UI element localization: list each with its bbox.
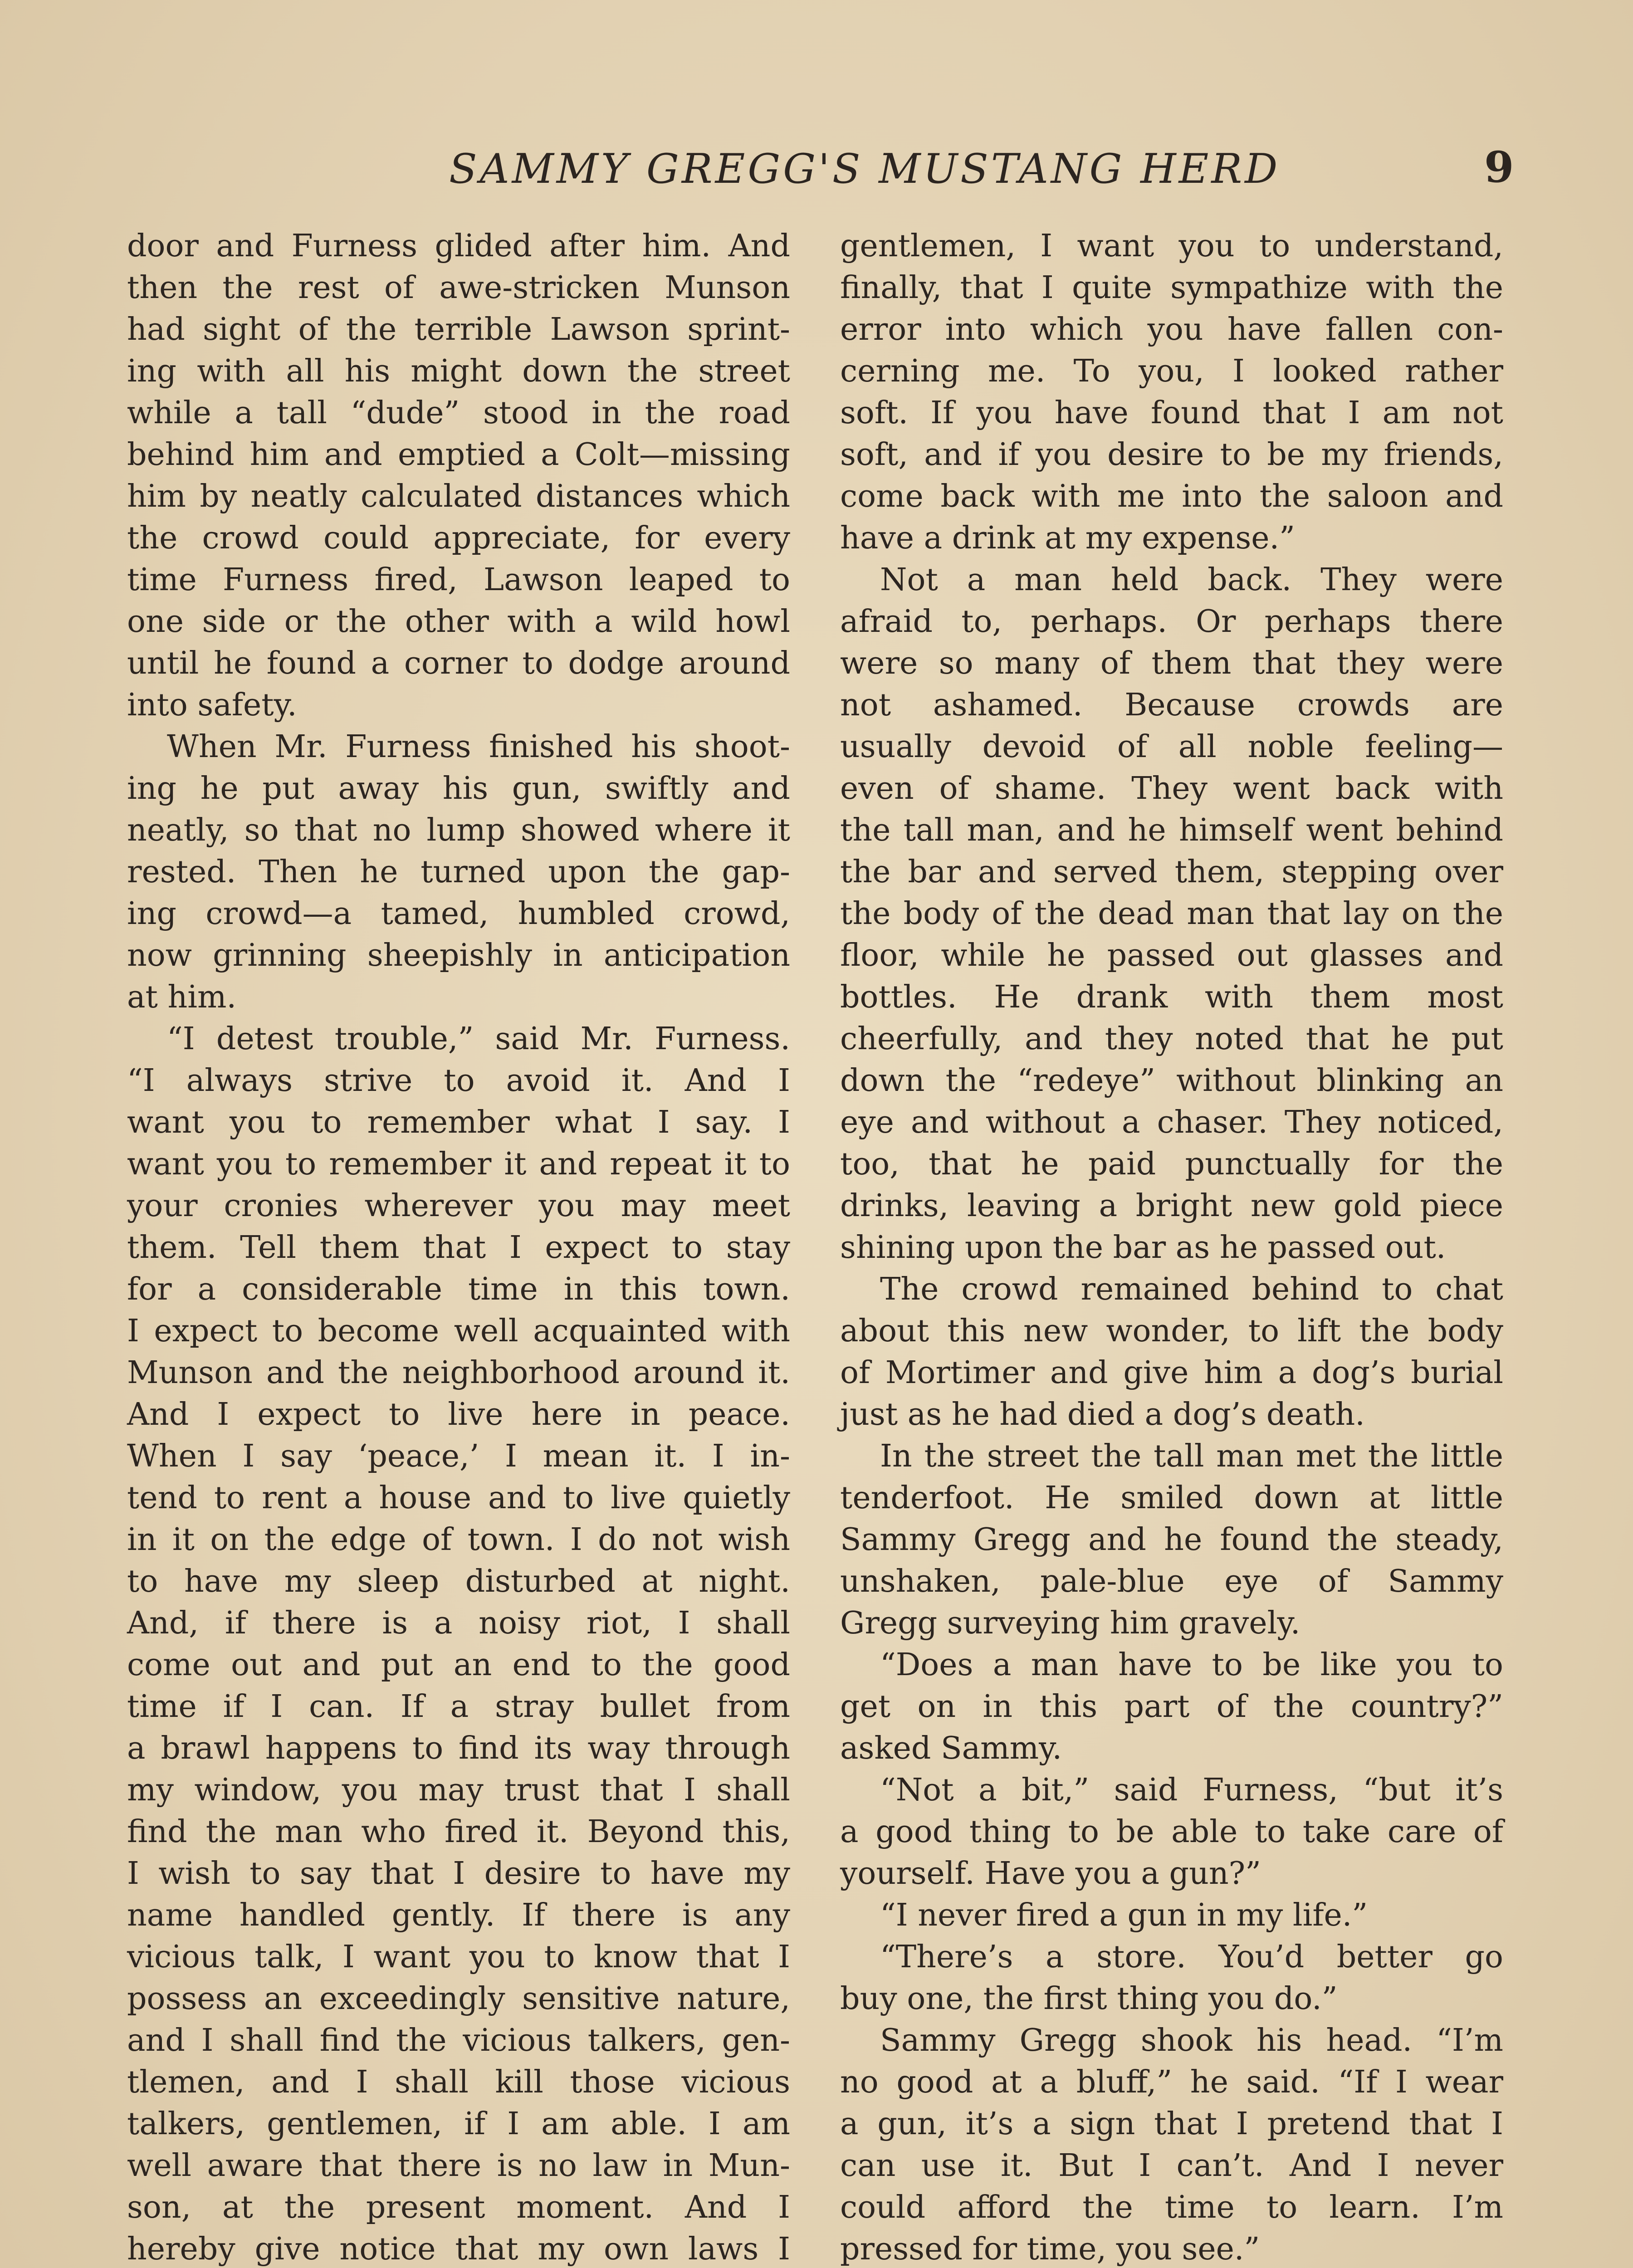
text-line: until he found a corner to dodge around xyxy=(127,645,790,681)
text-line: pressed for time, you see.” xyxy=(840,2231,1260,2267)
text-line: possess an exceedingly sensitive nature, xyxy=(127,1981,790,2017)
text-line: into safety. xyxy=(127,687,297,723)
text-line: Sammy Gregg shook his head. “I’m xyxy=(880,2023,1503,2058)
text-line: When I say ‘peace,’ I mean it. I in- xyxy=(127,1438,790,1474)
text-line: my window, you may trust that I shall xyxy=(127,1772,790,1808)
left-column xyxy=(127,225,790,2268)
text-line: “I detest trouble,” said Mr. Furness. xyxy=(167,1021,790,1057)
text-line: a gun, it’s a sign that I pretend that I xyxy=(840,2106,1503,2142)
text-line: Sammy Gregg and he found the steady, xyxy=(840,1522,1503,1558)
text-line: and I shall find the vicious talkers, gen- xyxy=(127,2023,790,2058)
text-line: get on in this part of the country?” xyxy=(840,1689,1503,1725)
text-line: finally, that I quite sympathize with the xyxy=(840,270,1503,306)
text-line: cheerfully, and they noted that he put xyxy=(840,1021,1503,1057)
text-line: of Mortimer and give him a dog’s burial xyxy=(840,1355,1503,1391)
running-title: SAMMY GREGG'S MUSTANG HERD xyxy=(449,145,1281,193)
text-line: time if I can. If a stray bullet from xyxy=(127,1689,790,1725)
text-line: your cronies wherever you may meet xyxy=(127,1188,790,1224)
text-line: about this new wonder, to lift the body xyxy=(840,1313,1503,1349)
text-line: son, at the present moment. And I xyxy=(127,2190,790,2225)
text-line: soft. If you have found that I am not xyxy=(840,395,1503,431)
text-line: I wish to say that I desire to have my xyxy=(127,1856,790,1892)
text-line: yourself. Have you a gun?” xyxy=(840,1856,1261,1892)
text-line: afraid to, perhaps. Or perhaps there xyxy=(840,604,1503,640)
text-line: In the street the tall man met the little xyxy=(880,1438,1503,1474)
text-line: When Mr. Furness finished his shoot- xyxy=(167,729,790,765)
text-line: them. Tell them that I expect to stay xyxy=(127,1230,790,1266)
text-line: time Furness fired, Lawson leaped to xyxy=(127,562,790,598)
text-line: Not a man held back. They were xyxy=(880,562,1503,598)
text-line: shining upon the bar as he passed out. xyxy=(840,1230,1446,1266)
text-line: door and Furness glided after him. And xyxy=(127,228,790,264)
text-line: come out and put an end to the good xyxy=(127,1647,790,1683)
text-line: Munson and the neighborhood around it. xyxy=(127,1355,790,1391)
text-line: down the “redeye” without blinking an xyxy=(840,1063,1503,1099)
text-line: ing with all his might down the street xyxy=(127,353,790,389)
text-line: can use it. But I can’t. And I never xyxy=(840,2148,1503,2184)
text-line: have a drink at my expense.” xyxy=(840,520,1295,556)
text-line: And, if there is a noisy riot, I shall xyxy=(127,1605,790,1641)
text-line: soft, and if you desire to be my friends, xyxy=(840,437,1503,473)
text-line: buy one, the first thing you do.” xyxy=(840,1981,1338,2017)
text-line: come back with me into the saloon and xyxy=(840,479,1503,514)
text-line: “Not a bit,” said Furness, “but it’s xyxy=(880,1772,1503,1808)
text-line: And I expect to live here in peace. xyxy=(127,1397,790,1432)
text-line: had sight of the terrible Lawson sprint- xyxy=(127,312,790,347)
text-line: hereby give notice that my own laws I xyxy=(127,2231,790,2267)
text-line: the crowd could appreciate, for every xyxy=(127,520,790,556)
text-line: could afford the time to learn. I’m xyxy=(840,2190,1503,2225)
text-line: drinks, leaving a bright new gold piece xyxy=(840,1188,1503,1224)
right-column xyxy=(840,225,1503,2268)
text-line: vicious talk, I want you to know that I xyxy=(127,1939,790,1975)
text-line: then the rest of awe-stricken Munson xyxy=(127,270,790,306)
text-line: the tall man, and he himself went behind xyxy=(840,812,1503,848)
text-line: eye and without a chaser. They noticed, xyxy=(840,1105,1503,1140)
text-line: a brawl happens to find its way through xyxy=(127,1730,790,1766)
text-line: “I always strive to avoid it. And I xyxy=(127,1063,790,1099)
text-line: cerning me. To you, I looked rather xyxy=(840,353,1503,389)
text-line: Gregg surveying him gravely. xyxy=(840,1605,1301,1641)
text-line: him by neatly calculated distances which xyxy=(127,479,790,514)
text-line: error into which you have fallen con- xyxy=(840,312,1503,347)
text-line: find the man who fired it. Beyond this, xyxy=(127,1814,790,1850)
text-line: just as he had died a dog’s death. xyxy=(840,1397,1365,1432)
text-line: in it on the edge of town. I do not wish xyxy=(127,1522,790,1558)
text-line: even of shame. They went back with xyxy=(840,771,1503,807)
text-line: too, that he paid punctually for the xyxy=(840,1146,1503,1182)
text-line: want you to remember what I say. I xyxy=(127,1105,790,1140)
text-line: name handled gently. If there is any xyxy=(127,1897,790,1933)
text-line: floor, while he passed out glasses and xyxy=(840,938,1503,973)
text-line: unshaken, pale-blue eye of Sammy xyxy=(840,1564,1503,1599)
text-line: I expect to become well acquainted with xyxy=(127,1313,790,1349)
page-number: 9 xyxy=(1484,142,1514,192)
text-line: tend to rent a house and to live quietly xyxy=(127,1480,790,1516)
text-line: “I never fired a gun in my life.” xyxy=(880,1897,1368,1933)
text-line: rested. Then he turned upon the gap- xyxy=(127,854,790,890)
text-line: “There’s a store. You’d better go xyxy=(880,1939,1503,1975)
text-line: asked Sammy. xyxy=(840,1730,1062,1766)
text-line: for a considerable time in this town. xyxy=(127,1271,790,1307)
text-line: ing he put away his gun, swiftly and xyxy=(127,771,790,807)
text-line: no good at a bluff,” he said. “If I wear xyxy=(840,2064,1503,2100)
text-line: to have my sleep disturbed at night. xyxy=(127,1564,790,1599)
text-line: one side or the other with a wild howl xyxy=(127,604,790,640)
text-line: ing crowd—a tamed, humbled crowd, xyxy=(127,896,790,932)
text-line: behind him and emptied a Colt—missing xyxy=(127,437,790,473)
text-line: at him. xyxy=(127,979,237,1015)
text-line: want you to remember it and repeat it to xyxy=(127,1146,790,1182)
text-line: tlemen, and I shall kill those vicious xyxy=(127,2064,790,2100)
text-line: a good thing to be able to take care of xyxy=(840,1814,1503,1850)
text-line: the body of the dead man that lay on the xyxy=(840,896,1503,932)
text-line: not ashamed. Because crowds are xyxy=(840,687,1503,723)
text-line: bottles. He drank with them most xyxy=(840,979,1503,1015)
text-line: usually devoid of all noble feeling— xyxy=(840,729,1503,765)
text-line: tenderfoot. He smiled down at little xyxy=(840,1480,1503,1516)
text-line: “Does a man have to be like you to xyxy=(880,1647,1503,1683)
text-line: while a tall “dude” stood in the road xyxy=(127,395,790,431)
text-line: the bar and served them, stepping over xyxy=(840,854,1503,890)
text-line: now grinning sheepishly in anticipation xyxy=(127,938,790,973)
text-line: talkers, gentlemen, if I am able. I am xyxy=(127,2106,790,2142)
text-line: well aware that there is no law in Mun- xyxy=(127,2148,790,2184)
text-line: The crowd remained behind to chat xyxy=(880,1271,1503,1307)
text-line: gentlemen, I want you to understand, xyxy=(840,228,1503,264)
text-line: were so many of them that they were xyxy=(840,645,1503,681)
text-line: neatly, so that no lump showed where it xyxy=(127,812,790,848)
